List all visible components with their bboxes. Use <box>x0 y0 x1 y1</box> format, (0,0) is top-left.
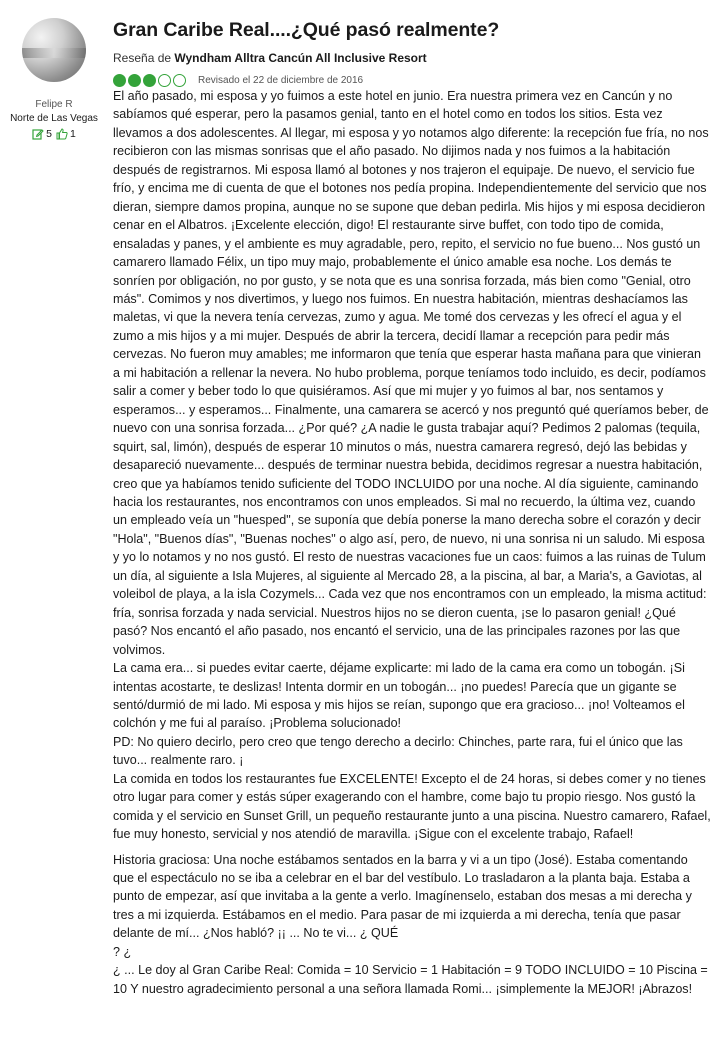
hotel-link[interactable]: Wyndham Alltra Cancún All Inclusive Resort <box>174 51 427 65</box>
edit-contributions-icon <box>32 128 44 140</box>
review-subtitle <box>113 51 711 65</box>
reviewer-name[interactable]: Felipe R <box>35 99 73 110</box>
bubble-rating <box>113 74 186 87</box>
rating-bubble-empty <box>173 74 186 87</box>
rating-bubble-filled <box>128 74 141 87</box>
reviewer-location: Norte de Las Vegas <box>10 113 98 124</box>
rating-bubble-filled <box>143 74 156 87</box>
rating-bubble-filled <box>113 74 126 87</box>
review-paragraph: Historia graciosa: Una noche estábamos sentados en la barra y vi a un tipo (José). Estaba comentando que el espectáculo no se iba a celebrar en el bar del vestíbulo. Lo trasladaron a la planta baja. Estaba a punto de empezar, así que invitaba a la gente a verlo. Imagínenselo, estaban dos mesas a mi derecha y tres a mi izquierda. Estábamos en el medio. Para pasar de mi izquierda a mi derecha, tenía que pasar delante de mí... ¿Nos habló? ¡¡ ... No te vi... ¿ QUÉ <box>113 852 692 941</box>
thumbs-up-icon <box>56 128 68 140</box>
avatar[interactable] <box>22 18 86 82</box>
rating-bubble-empty <box>158 74 171 87</box>
review-paragraph: La cama era... si puedes evitar caerte, déjame explicarte: mi lado de la cama era como un tobogán. ¡Si intentas acostarte, te deslizas! Intenta dormir en un tobogán... ¡no puedes! Parecía que un gigante se sentó/durmió de mi lado. Mi esposa y mis hijos se reían, supongo que era gracioso... ¡no! Volteamos el colchón y me fui al paraíso. ¡Problema solucionado! <box>113 661 685 731</box>
reviewer-panel <box>0 18 108 140</box>
subtitle-prefix: Reseña de <box>113 51 172 65</box>
paragraph-gap <box>113 844 711 851</box>
review-paragraph: El año pasado, mi esposa y yo fuimos a este hotel en junio. Era nuestra primera vez en Cancún y no sabíamos qué esperar, pero la pasamos genial, tanto en el hotel como en todos los sitios. Esta vez llevamos a dos adolescentes. Al llegar, mi esposa y yo notamos algo diferente: la recepción fue fría, no nos recibieron con las mismas sonrisas que el año pasado. No dijimos nada y nos fuimos a la habitación después de registrarnos. Mi esposa llamó al botones y nos trajeron el equipaje. De nuevo, el servicio fue frío, y encima me di cuenta de que el botones nos pedía propina. Independientemente del servicio que nos dieran, siempre damos propina, aunque no se supone que deban pedirla. Mis hijos y mi esposa decidieron cenar en el Albatros. ¡Excelente elección, digo! El restaurante sirve buffet, con todo tipo de comida, ensaladas y panes, y el ambiente es muy agradable, pero, repito, el servicio no fue bueno... Nos gustó un camarero llamado Félix, un tipo muy majo, probablemente el único amable esa noche. Los demás te sonríen por obligación, no por gusto, y se nota que es una sonrisa forzada, más bien como "Genial, otro más". Comimos y nos divertimos, y luego nos fuimos. En nuestra habitación, mientras deshacíamos las maletas, vi que la nevera tenía cervezas, zumo y agua. Me tomé dos cervezas y les ofrecí el agua y el zumo a mis hijos y a mi mujer. Después de abrir la tercera, decidí llamar a recepción para pedir más cervezas. No fueron muy amables; me informaron que tenía que esperar hasta mañana para que vinieran a mi habitación a rellenar la nevera. No hubo problema, porque teníamos todo incluido, es decir, podíamos salir a comer y beber todo lo que quisiéramos. Así que mi mujer y yo fuimos al bar, nos sentamos y esperamos... y esperamos... Finalmente, una camarera se acercó y nos preguntó qué queríamos beber, de nuevo con una sonrisa forzada... ¿Por qué? ¿A nadie le gusta trabajar aquí? Pedimos 2 palomas (tequila, squirt, sal, limón), después de esperar 10 minutos o más, nuestra camarera regresó, dejó las bebidas y desapareció nuevamente... después de terminar nuestra bebida, decidimos regresar a nuestra habitación, creo que ya habíamos tenido suficiente del TODO INCLUIDO por una noche. Al día siguiente, caminando hacia los restaurantes, nos encontramos con unos empleados. Si mal no recuerdo, la última vez, cuando un empleado veía un "huesped", se suponía que debía ponerse la mano derecha sobre el corazón y decir "Hola", "Buenos días", "Buenas noches" o algo así, pero, de nuevo, ni una sonrisa ni un saludo. Mi esposa y yo lo notamos y no nos gustó. El resto de nuestras vacaciones fue un caos: fuimos a las ruinas de Tulum un día, al siguiente a Isla Mujeres, al siguiente al Mercado 28, a la piscina, al bar, a Maria's, a Gaviotas, al voleibol de playa, a la isla Cozymels... Cada vez que nos encontramos con un empleado, la misma actitud: fría, sonrisa forzada y nada servicial. Nuestros hijos no se dieron cuenta, ¡se lo pasaron genial! ¿Qué pasó? Nos encantó el año pasado, nos encantó el servicio, una de las principales razones por las que volvimos. <box>113 89 709 657</box>
review-paragraph: La comida en todos los restaurantes fue EXCELENTE! Excepto el de 24 horas, si debes comer y no tienes otro lugar para comer y estás súper exagerando con el hambre, come bajo tu propio riesgo. Nos gustó la comida y el servicio en Sunset Grill, un pequeño restaurante junto a una piscina. Nuestro camarero, Rafael, fue muy honesto, servicial y nos atendió de maravilla. ¡Sigue con el excelente trabajo, Rafael! <box>113 771 711 842</box>
rating-row <box>113 72 711 88</box>
review-paragraph: ? ¿ <box>113 944 132 959</box>
review-title[interactable]: Gran Caribe Real....¿Qué pasó realmente? <box>113 19 500 41</box>
reviewer-stats <box>0 128 108 140</box>
review-date: Revisado el 22 de diciembre de 2016 <box>198 74 364 86</box>
contributions-count: 5 <box>46 128 52 140</box>
review-paragraph: ¿ ... Le doy al Gran Caribe Real: Comida = 10 Servicio = 1 Habitación = 9 TODO INCLUIDO = 10 Piscina = 10 Y nuestro agradecimiento personal a una señora llamada Romi... ¡simplemente la MEJOR! ¡Abrazos! <box>113 963 708 996</box>
helpful-votes-count: 1 <box>70 128 76 140</box>
review-body <box>113 87 711 998</box>
review-card <box>113 0 711 998</box>
review-paragraph: PD: No quiero decirlo, pero creo que tengo derecho a decirlo: Chinches, parte rara, fui el único que las tuvo... realmente raro. ¡ <box>113 734 683 768</box>
